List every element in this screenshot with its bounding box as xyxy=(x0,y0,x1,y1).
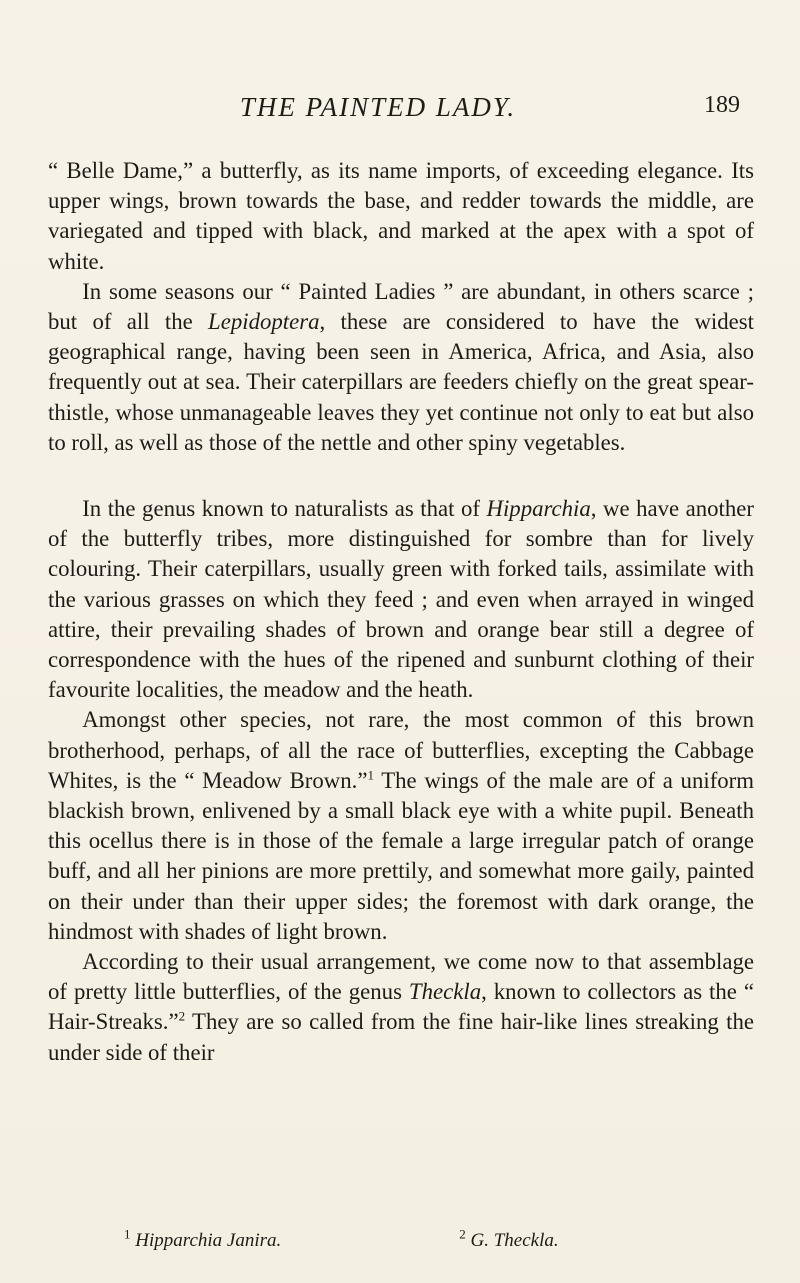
footnote-1-marker: 1 xyxy=(124,1226,131,1242)
footnote-2-marker: 2 xyxy=(459,1226,466,1242)
footnote-ref-1: 1 xyxy=(367,767,374,783)
footnote-1 xyxy=(124,1226,282,1252)
page-header xyxy=(48,92,752,132)
paragraph-2-italic: Lepidoptera xyxy=(208,309,320,335)
paragraph-3-text-b: , we have another of the butterfly tribes, more distinguished for sombre than for lively colouring. Their caterpillars, usually green with forked tails, assimilate with the various grasses on which they feed ; and even when arrayed in winged attire, their prevailing shades of brown and orange bear still a degree of correspondence with the hues of the ripened and sunburnt clothing of their favourite localities, the meadow and the heath. xyxy=(48,496,754,703)
paragraph-1-text: “ Belle Dame,” a butterfly, as its name imports, of exceeding elegance. Its upper wings, brown towards the base, and redder towards the middle, are variegated and tipped with black, and marked at the apex with a spot of white. xyxy=(48,158,754,274)
paragraph-5-text-c: They are so called from the fine hair-like lines streaking the under side of their xyxy=(48,1009,754,1065)
paragraph-2-text-b: , these are considered to have the widest geographical range, having been seen in America, Africa, and Asia, also frequently out at sea. Their caterpillars are feeders chiefly on the great spear-thistle, whose unmanageable leaves they yet continue not only to eat but also to roll, as well as those of the nettle and other spiny vegetables. xyxy=(48,309,754,455)
paragraph-3 xyxy=(48,494,754,705)
paragraph-5-italic: Theckla xyxy=(408,979,482,1005)
footnote-2-text: G. Theckla. xyxy=(470,1230,559,1251)
paragraph-4-text-a: Amongst other species, not rare, the most common of this brown brotherhood, perhaps, of all the race of butterflies, excepting the Cabbage Whites, is the “ Meadow Brown.” xyxy=(48,707,754,793)
paragraph-3-text-a: In the genus known to naturalists as that of xyxy=(82,496,487,522)
paragraph-5 xyxy=(48,947,754,1068)
running-title: THE PAINTED LADY. xyxy=(239,92,517,122)
paragraph-4-text-b: The wings of the male are of a uniform blackish brown, enlivened by a small black eye with a white pupil. Beneath this ocellus there is in those of the female a large irregular patch of orange buff, and all her pinions are more prettily, and somewhat more gaily, painted on their under than their upper sides; the foremost with dark orange, the hindmost with shades of light brown. xyxy=(48,767,755,944)
footnotes xyxy=(124,1226,724,1252)
footnote-2 xyxy=(459,1226,559,1252)
paragraph-3-italic: Hipparchia xyxy=(486,496,591,522)
paragraph-2-text-a: In some seasons our “ Painted Ladies ” are abundant, in others scarce ; but of all the xyxy=(48,278,754,335)
paragraph-2 xyxy=(48,277,754,458)
paragraph-1 xyxy=(48,156,754,277)
paragraph-5-text-b: , known to collectors as the “ Hair-Streaks.” xyxy=(48,979,754,1035)
footnote-1-text: Hipparchia Janira. xyxy=(135,1230,282,1251)
footnote-ref-2: 2 xyxy=(178,1008,186,1024)
paragraph-5-text-a: According to their usual arrangement, we come now to that assemblage of pretty little butterflies, of the genus xyxy=(48,949,754,1005)
page-number: 189 xyxy=(704,92,740,118)
body-text xyxy=(48,156,754,1068)
paragraph-4 xyxy=(48,705,754,947)
